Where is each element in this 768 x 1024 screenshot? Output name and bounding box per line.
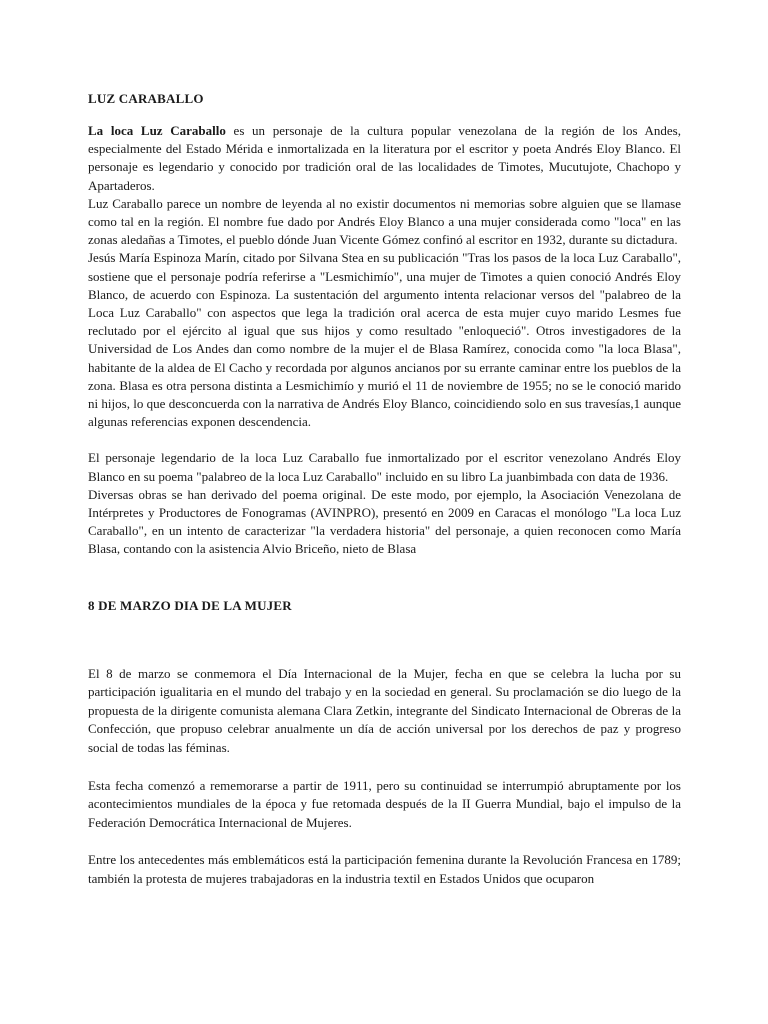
paragraph-spacer [88,758,681,777]
paragraph-1911: Esta fecha comenzó a rememorarse a partir de 1911, pero su continuidad se interrumpió abruptamente por los acontecimientos mundiales de la época y fue retomada después de la II Guerra Mundial, bajo el impulso de la Federación Democrática Internacional de Mujeres. [88,777,681,830]
paragraph-derived-works: Diversas obras se han derivado del poema original. De este modo, por ejemplo, la Asociación Venezolana de Intérpretes y Productores de Fonogramas (AVINPRO), presentó en 2009 en Caracas el monólogo "La loca Luz Caraballo", en un intento de caracterizar "la verdadera historia" del personaje, a quien reconocen como María Blasa, contando con la asistencia Alvio Briceño, nieto de Blasa [88,486,681,557]
paragraph-name-origin: Luz Caraballo parece un nombre de leyenda al no existir documentos ni memorias sobre alguien que se llamase como tal en la región. El nombre fue dado por Andrés Eloy Blanco a una mujer considerada como "loca" en las zonas aledañas a Timotes, el pueblo dónde Juan Vicente Gómez confinó al escritor en 1932, durante su dictadura. [88,195,681,248]
paragraph-spacer [88,832,681,851]
paragraph-espinoza: Jesús María Espinoza Marín, citado por Silvana Stea en su publicación "Tras los pasos de la loca Luz Caraballo", sostiene que el personaje podría referirse a "Lesmichimío", una mujer de Timotes a quien conoció Andrés Eloy Blanco, de acuerdo con Espinoza. La sustentación del argumento intenta relacionar versos del "palabreo de la Loca Luz Caraballo" con aspectos que lega la tradición oral acerca de esta mujer cuyo marido Lesmes fue reclutado por el ejército al igual que sus hijos y como resultado "enloqueció". Otros investigadores de la Universidad de Los Andes dan como nombre de la mujer el de Blasa Ramírez, conocida como "la loca Blasa", habitante de la aldea de El Cacho y recordada por algunos ancianos por su errante caminar entre los pueblos de la zona. Blasa es otra persona distinta a Lesmichimío y murió el 11 de noviembre de 1955; no se le conoció marido ni hijos, lo que desconcuerda con la narrativa de Andrés Eloy Blanco, coincidiendo solo en sus travesías,1 aunque algunas referencias exponen descendencia. [88,250,681,430]
section-dia-de-la-mujer [88,597,681,889]
paragraph-antecedents: Entre los antecedentes más emblemáticos está la participación femenina durante la Revolución Francesa en 1789; también la protesta de mujeres trabajadoras en la industria textil en Estados Unidos que ocuparon [88,852,681,887]
paragraph-march-8: El 8 de marzo se conmemora el Día Internacional de la Mujer, fecha en que se celebra la lucha por su participación igualitaria en el mundo del trabajo y en la sociedad en general. Su proclamación se dio luego de la propuesta de la dirigente comunista alemana Clara Zetkin, integrante del Sindicato Internacional de Obreras de la Confección, que propuso celebrar anualmente un día de acción universal por los derechos de paz y progreso social de todas las féminas. [88,665,681,756]
intro-bold-term: La loca Luz Caraballo [88,123,226,138]
section-title-dia-de-la-mujer: 8 DE MARZO DIA DE LA MUJER [88,597,292,613]
paragraph-poem: El personaje legendario de la loca Luz Caraballo fue inmortalizado por el escritor venezolano Andrés Eloy Blanco en su poema "palabreo de la loca Luz Caraballo" incluido en su libro La juanbimbada con data de 1936. [88,450,681,484]
document-page [88,90,681,889]
section-luz-caraballo [88,90,681,559]
section-title-luz-caraballo: LUZ CARABALLO [88,91,204,106]
paragraph-spacer [88,431,681,449]
paragraph-intro [88,122,681,195]
intro-text: es un personaje de la cultura popular venezolana de la región de los Andes, especialmente del Estado Mérida e inmortalizada en la literatura por el escritor y poeta Andrés Eloy Blanco. El personaje es legendario y conocido por tradición oral de las localidades de Timotes, Mucutujote, Chachopo y Apartaderos. [88,123,681,193]
